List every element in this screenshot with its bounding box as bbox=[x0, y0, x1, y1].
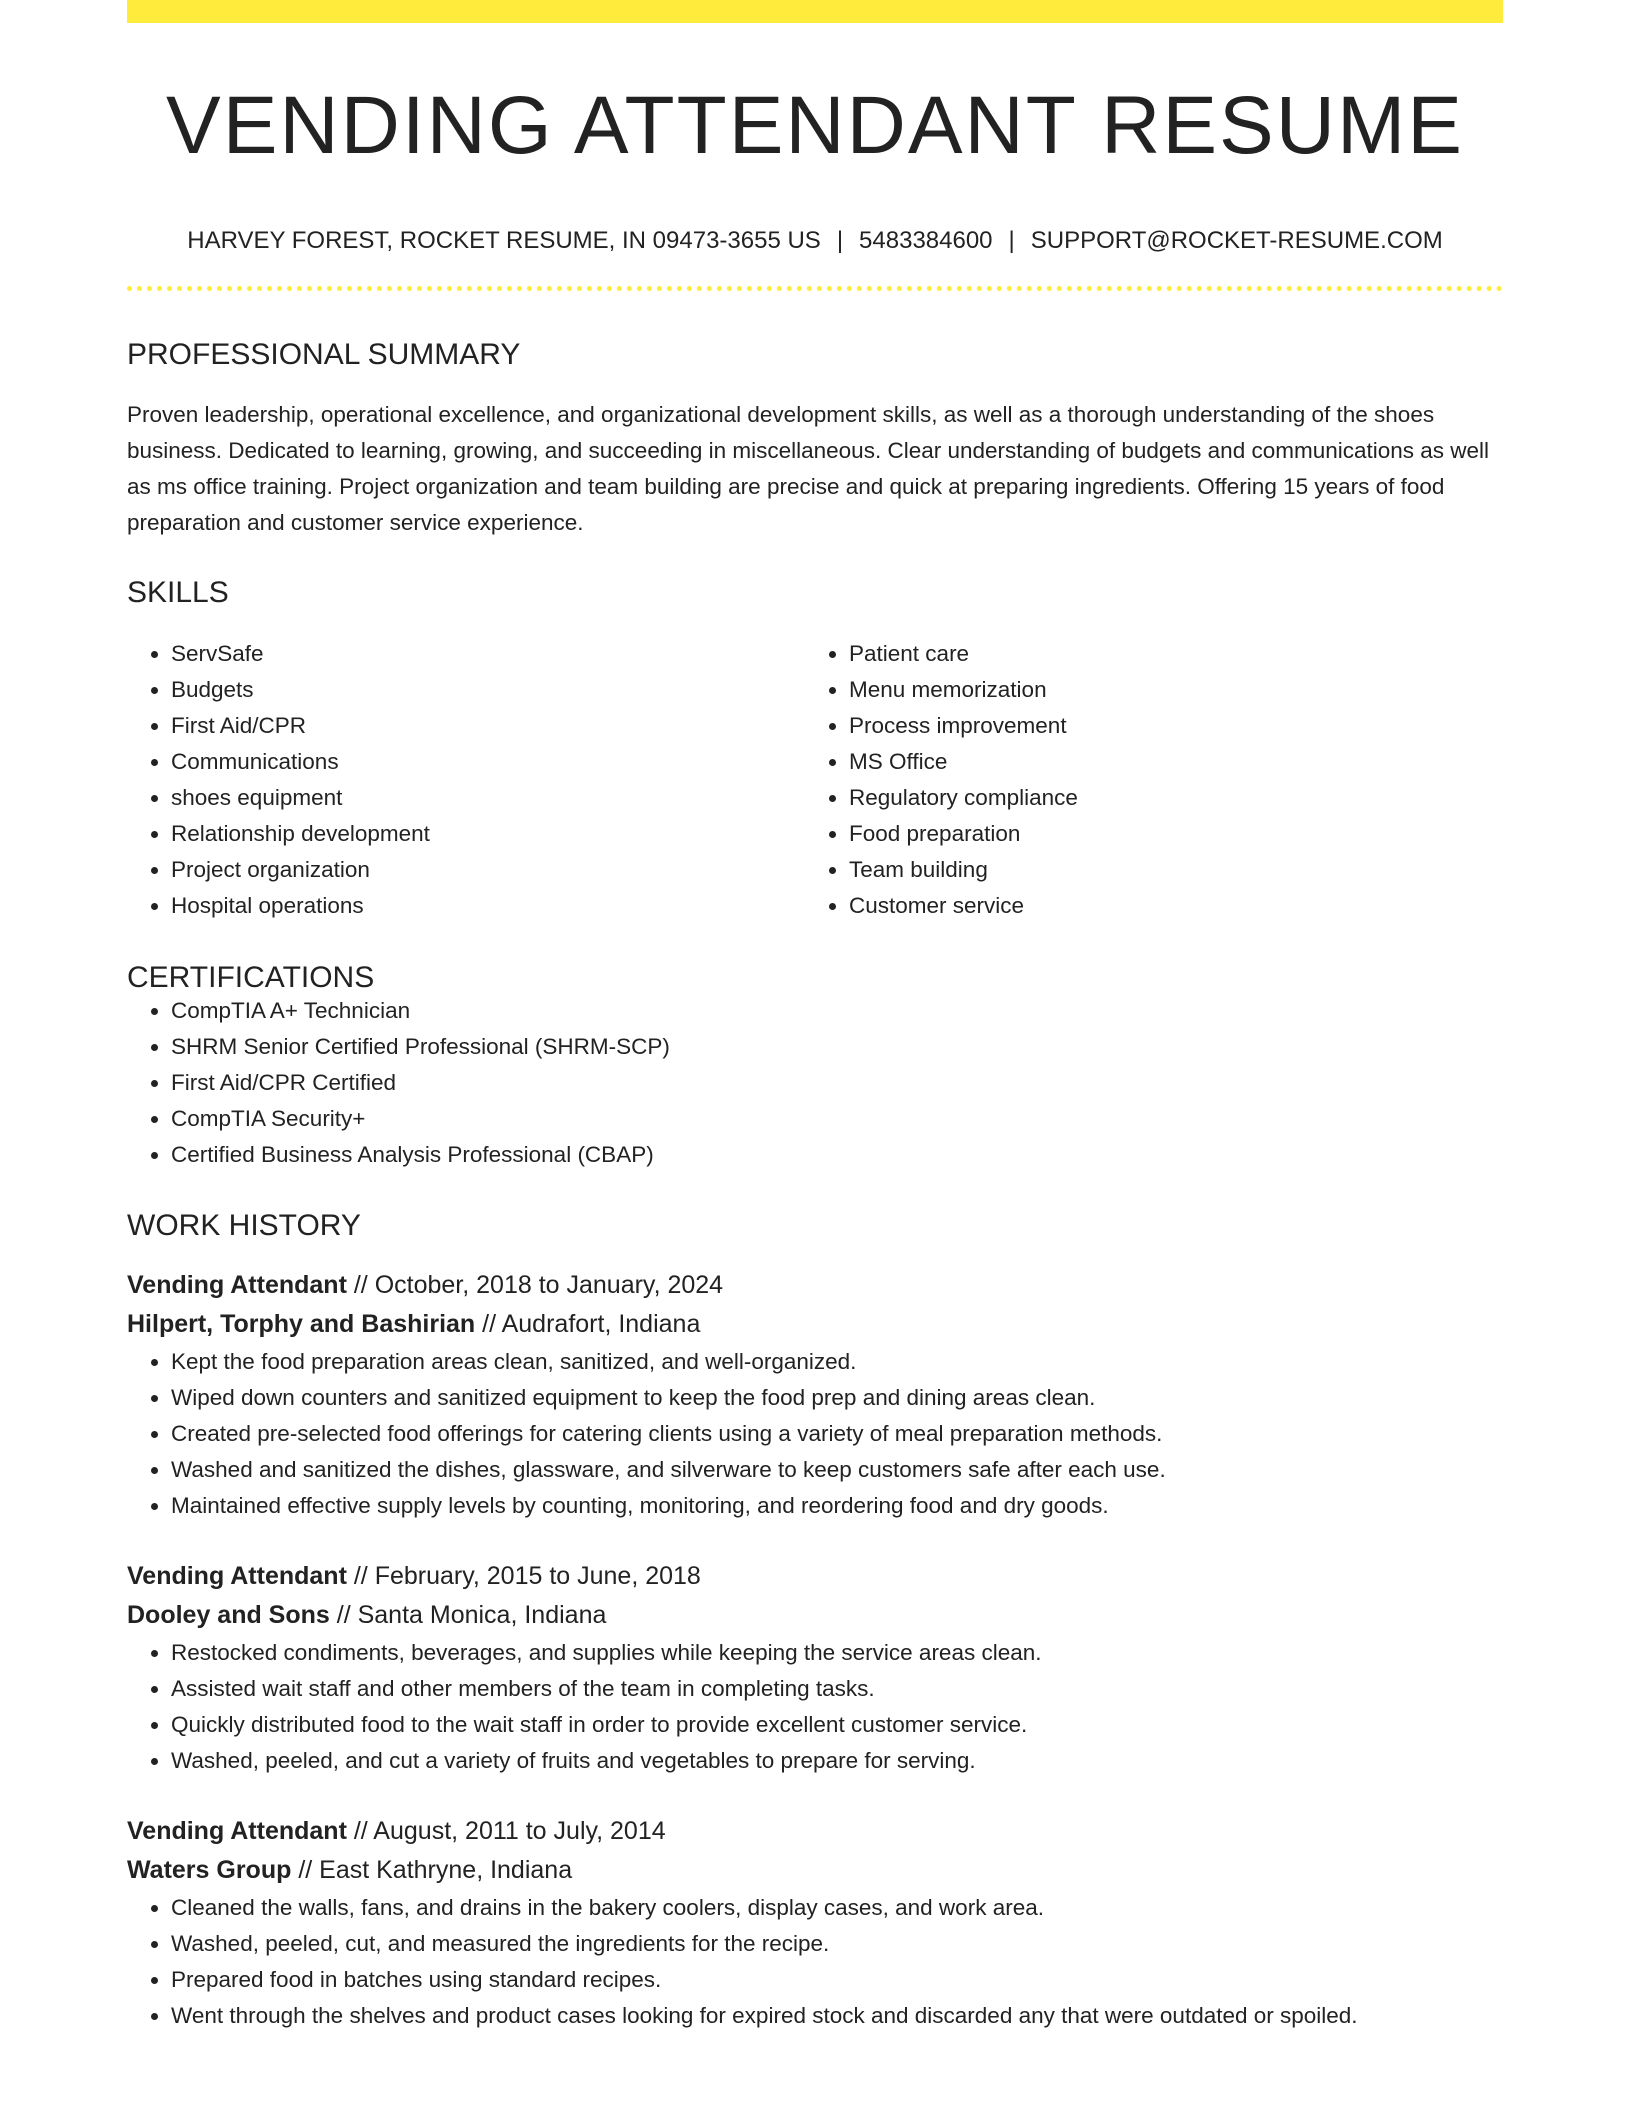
job-duty-item: • Kept the food preparation areas clean, sanitized, and well-organized. bbox=[171, 1344, 1503, 1380]
skills-column-right bbox=[805, 636, 1483, 924]
job-title: Vending Attendant bbox=[127, 1817, 347, 1845]
contact-line bbox=[127, 229, 1503, 253]
skill-item: • Regulatory compliance bbox=[849, 780, 1483, 816]
skill-item: • Menu memorization bbox=[849, 672, 1483, 708]
summary-text: Proven leadership, operational excellence, and organizational development skills, as well as a thorough understanding of the shoes business. Dedicated to learning, growing, and succeeding in miscellaneous. Clear understanding of budgets and communications as well as ms office training. Project organization and team building are precise and quick at preparing ingredients. Offering 15 years of food preparation and customer service experience. bbox=[127, 402, 1490, 535]
work-history-heading: WORK HISTORY bbox=[127, 1209, 361, 1242]
certification-item: • First Aid/CPR Certified bbox=[171, 1065, 1503, 1101]
contact-address: HARVEY FOREST, ROCKET RESUME, IN 09473-3655 US bbox=[187, 227, 821, 254]
certification-item: • Certified Business Analysis Professional (CBAP) bbox=[171, 1137, 1503, 1173]
job-company-line bbox=[127, 1305, 1503, 1344]
job-duty-item: • Washed and sanitized the dishes, glassware, and silverware to keep customers safe after each use. bbox=[171, 1452, 1503, 1488]
contact-separator: | bbox=[1008, 227, 1015, 254]
skills-heading: SKILLS bbox=[127, 576, 229, 609]
job-duty-item: • Washed, peeled, cut, and measured the ingredients for the recipe. bbox=[171, 1926, 1503, 1962]
certifications-heading: CERTIFICATIONS bbox=[127, 961, 375, 994]
skill-item: • MS Office bbox=[849, 744, 1483, 780]
job-duty-item: • Created pre-selected food offerings for catering clients using a variety of meal preparation methods. bbox=[171, 1416, 1503, 1452]
contact-phone: 5483384600 bbox=[859, 227, 993, 254]
skill-item: • Food preparation bbox=[849, 816, 1483, 852]
skill-item: • Communications bbox=[171, 744, 805, 780]
skill-item: • Team building bbox=[849, 852, 1483, 888]
job-company-line bbox=[127, 1851, 1503, 1890]
skill-item: • shoes equipment bbox=[171, 780, 805, 816]
job-company: Waters Group bbox=[127, 1856, 292, 1884]
job-location: // East Kathryne, Indiana bbox=[291, 1856, 573, 1884]
certification-item: • SHRM Senior Certified Professional (SHRM-SCP) bbox=[171, 1029, 1503, 1065]
contact-email: SUPPORT@ROCKET-RESUME.COM bbox=[1030, 227, 1443, 254]
job-duty-item: • Went through the shelves and product cases looking for expired stock and discarded any that were outdated or spoiled. bbox=[171, 1998, 1503, 2034]
skill-item: • ServSafe bbox=[171, 636, 805, 672]
job-duties-list bbox=[127, 1344, 1503, 1524]
skills-list-right bbox=[805, 636, 1483, 924]
resume-page bbox=[127, 0, 1503, 2034]
job-duties-list bbox=[127, 1635, 1503, 1779]
skills-list-left bbox=[127, 636, 805, 924]
skill-item: • Project organization bbox=[171, 852, 805, 888]
skill-item: • Process improvement bbox=[849, 708, 1483, 744]
skill-item: • Relationship development bbox=[171, 816, 805, 852]
job-duties-list bbox=[127, 1890, 1503, 2034]
skills-column-left bbox=[127, 636, 805, 924]
job-title-line bbox=[127, 1266, 1503, 1305]
certifications-list bbox=[127, 993, 1503, 1173]
skill-item: • First Aid/CPR bbox=[171, 708, 805, 744]
job-dates: // August, 2011 to July, 2014 bbox=[346, 1817, 666, 1845]
job-company-line bbox=[127, 1596, 1503, 1635]
skill-item: • Customer service bbox=[849, 888, 1483, 924]
certification-item: • CompTIA Security+ bbox=[171, 1101, 1503, 1137]
summary-heading: PROFESSIONAL SUMMARY bbox=[127, 338, 521, 371]
job-duty-item: • Restocked condiments, beverages, and supplies while keeping the service areas clean. bbox=[171, 1635, 1503, 1671]
skills-grid bbox=[127, 636, 1503, 924]
skill-item: • Patient care bbox=[849, 636, 1483, 672]
skill-item: • Hospital operations bbox=[171, 888, 805, 924]
job-duty-item: • Cleaned the walls, fans, and drains in the bakery coolers, display cases, and work area. bbox=[171, 1890, 1503, 1926]
job-location: // Santa Monica, Indiana bbox=[329, 1601, 607, 1629]
job-company: Dooley and Sons bbox=[127, 1601, 330, 1629]
job-entry bbox=[127, 1266, 1503, 1524]
accent-top-bar bbox=[127, 0, 1503, 23]
job-entry bbox=[127, 1557, 1503, 1779]
job-location: // Audrafort, Indiana bbox=[475, 1310, 701, 1338]
resume-title: VENDING ATTENDANT RESUME bbox=[166, 80, 1464, 171]
job-dates: // February, 2015 to June, 2018 bbox=[346, 1562, 701, 1590]
job-duty-item: • Quickly distributed food to the wait staff in order to provide excellent customer service. bbox=[171, 1707, 1503, 1743]
job-duty-item: • Maintained effective supply levels by counting, monitoring, and reordering food and dry goods. bbox=[171, 1488, 1503, 1524]
job-title: Vending Attendant bbox=[127, 1562, 347, 1590]
certification-item: • CompTIA A+ Technician bbox=[171, 993, 1503, 1029]
job-duty-item: • Wiped down counters and sanitized equipment to keep the food prep and dining areas clean. bbox=[171, 1380, 1503, 1416]
job-duty-item: • Washed, peeled, and cut a variety of fruits and vegetables to prepare for serving. bbox=[171, 1743, 1503, 1779]
contact-separator: | bbox=[836, 227, 844, 254]
job-company: Hilpert, Torphy and Bashirian bbox=[127, 1310, 476, 1338]
job-duty-item: • Prepared food in batches using standard recipes. bbox=[171, 1962, 1503, 1998]
job-duty-item: • Assisted wait staff and other members of the team in completing tasks. bbox=[171, 1671, 1503, 1707]
job-title-line bbox=[127, 1557, 1503, 1596]
job-title-line bbox=[127, 1812, 1503, 1851]
job-dates: // October, 2018 to January, 2024 bbox=[346, 1271, 724, 1299]
job-entry bbox=[127, 1812, 1503, 2034]
job-title: Vending Attendant bbox=[127, 1271, 347, 1299]
dotted-divider bbox=[127, 286, 1503, 291]
skill-item: • Budgets bbox=[171, 672, 805, 708]
